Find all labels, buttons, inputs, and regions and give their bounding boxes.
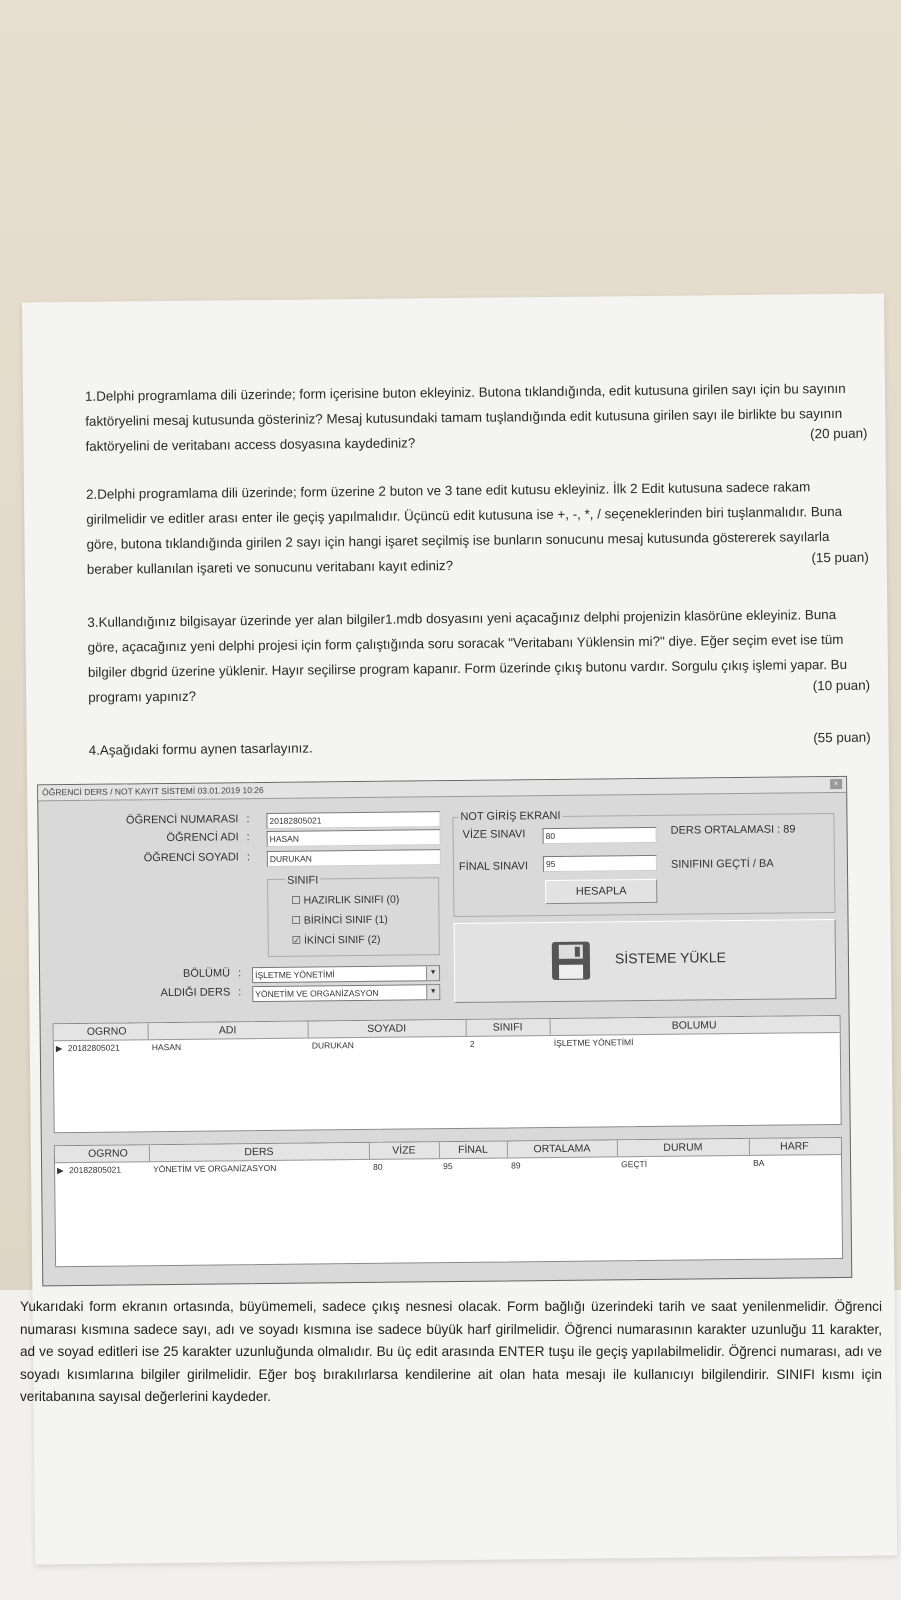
instructions-paragraph: Yukarıdaki form ekranın ortasında, büyümemeli, sadece çıkış nesnesi olacak. Form bağlığı üzerindeki tarih ve saat yenilenmelidir. Öğrenci numarası kısmına sadece sayı, adı ve soyadı kısmına ise sadece büyük harf girilmelidir. Öğrenci numarasının karakter uzunluğu 11 karakter, ad ve soyad editleri ise 25 karakter uzunluğunda olmalıdır. Bu üç edit arasında ENTER tuşu ile geçiş yapılabilmelidir. Öğrenci numarası, adı ve soyadı kısımlarına bilgiler girilmelidir. Eğer boş bırakılırlarsa kendilerine ait olan hata mesajı ile kullanıcıyı bilgilendirir. SINIFI kısmı için veritabanına sayısal değerlerini kaydeder.: [20, 1299, 882, 1404]
colon: :: [238, 986, 242, 999]
column-header[interactable]: SOYADI: [308, 1020, 467, 1038]
table-cell[interactable]: 95: [443, 1161, 453, 1172]
close-icon[interactable]: ×: [830, 779, 842, 789]
soyadi-input[interactable]: DURUKAN: [267, 849, 441, 867]
column-header[interactable]: SINIFI: [466, 1019, 551, 1036]
question-4: 4.Aşağıdaki formu aynen tasarlayınız.: [88, 740, 313, 758]
aldigi-select[interactable]: YÖNETİM VE ORGANİZASYON ▼: [252, 984, 440, 1002]
chevron-down-icon[interactable]: ▼: [426, 985, 439, 999]
delphi-form: [37, 776, 852, 1286]
column-header[interactable]: DERS: [149, 1143, 370, 1161]
label-aldigi: ALDIĞI DERS: [160, 986, 231, 1000]
vize-input[interactable]: 80: [543, 827, 657, 844]
row-indicator-icon: ▶: [55, 1043, 63, 1054]
colon: :: [246, 831, 250, 844]
label-bolumu: BÖLÜMÜ: [182, 967, 231, 980]
column-header[interactable]: HARF: [780, 1140, 809, 1153]
sisteme-yukle-label: SİSTEME YÜKLE: [614, 949, 727, 967]
table-cell[interactable]: 80: [373, 1161, 383, 1172]
label-sinifi: SINIFI: [287, 874, 319, 887]
table-cell[interactable]: BA: [753, 1157, 765, 1168]
table-cell[interactable]: HASAN: [151, 1041, 182, 1053]
column-header[interactable]: OGRNO: [67, 1145, 150, 1162]
column-header[interactable]: FİNAL: [439, 1141, 508, 1158]
checkbox-checked-icon: ☑: [291, 934, 302, 947]
checkbox-hazirlik[interactable]: ☐ HAZIRLIK SINIFI (0): [291, 893, 400, 907]
sinif-durumu: SINIFINI GEÇTİ / BA: [670, 857, 774, 871]
checkbox-icon: ☐: [291, 894, 301, 907]
table-cell[interactable]: YÖNETİM VE ORGANİZASYON: [153, 1162, 277, 1175]
column-header[interactable]: ORTALAMA: [507, 1140, 618, 1157]
question-3: 3.Kullandığınız bilgisayar üzerinde yer alan bilgiler1.mdb dosyasını yeni açacağınız delphi projenizin klasörüne ekleyiniz. Buna göre, açacağınız yeni delphi projesi için form çalıştığında soru soracak "Veritabanı Yüklensin mi?" diye. Eğer seçim evet ise tüm bilgiler dbgrid üzerine yüklenir. Hayır seçilirse program kapanır. Form üzerinde çıkış butonu vardır. Sorgulu çıkış işlemi yapar. Bu programı yapınız?: [87, 607, 848, 705]
question-4-points: (55 puan): [813, 729, 871, 746]
colon: :: [237, 967, 242, 980]
floppy-disk-icon: [551, 941, 591, 981]
label-vize: VİZE SINAVI: [462, 828, 526, 841]
question-2-points: (15 puan): [811, 549, 869, 566]
table-cell[interactable]: DURUKAN: [311, 1040, 354, 1051]
checkbox-ikinci[interactable]: ☑ İKİNCİ SINIF (2): [291, 933, 381, 947]
question-3-points: (10 puan): [812, 677, 871, 694]
question-1-points: (20 puan): [810, 425, 868, 442]
label-adi: ÖĞRENCİ ADI: [166, 831, 239, 845]
form-title: ÖĞRENCİ DERS / NOT KAYIT SİSTEMİ 03.01.2019 10:26: [42, 785, 264, 798]
final-input[interactable]: 95: [543, 855, 657, 872]
colon: :: [246, 813, 250, 826]
table-cell[interactable]: 2: [469, 1038, 475, 1049]
column-header[interactable]: VİZE: [369, 1142, 440, 1159]
form-titlebar: [38, 777, 846, 801]
ogrenci-grid[interactable]: [53, 1015, 842, 1133]
question-2: 2.Delphi programlama dili üzerinde; form üzerine 2 buton ve 3 tane edit kutusu ekleyiniz. İlk 2 Edit kutusuna sadece rakam girilmelidir ve editler arası enter ile geçiş yapılmalıdır. Üçüncü edit kutusuna ise +, -, *, / seçeneklerinden biri tuşlanmalıdır. Buna göre, butona tıklandığında girilen 2 sayı için hangi işaret seçilmiş ise bunların sonucunu mesaj kutusunda göstererek sayılarla beraber kullanılan işareti ve sonucunu veritabanı kayıt ediniz?: [85, 479, 843, 577]
label-soyadi: ÖĞRENCİ SOYADI: [143, 851, 239, 865]
table-cell[interactable]: 89: [511, 1160, 521, 1171]
bolumu-select[interactable]: İŞLETME YÖNETİMİ ▼: [252, 965, 440, 983]
table-cell[interactable]: GEÇTİ: [621, 1159, 648, 1170]
column-header[interactable]: BOLUMU: [671, 1019, 717, 1032]
adi-input[interactable]: HASAN: [267, 829, 441, 847]
grid-header: [54, 1016, 840, 1041]
hesapla-button[interactable]: HESAPLA: [545, 879, 657, 904]
colon: :: [246, 851, 250, 864]
ders-ortalamasi: DERS ORTALAMASI : 89: [670, 823, 796, 837]
label-final: FİNAL SINAVI: [458, 860, 529, 873]
ogrno-input[interactable]: 20182805021: [266, 811, 440, 829]
sisteme-yukle-button[interactable]: [454, 919, 837, 1003]
not-grid[interactable]: [54, 1137, 843, 1267]
checkbox-birinci[interactable]: ☐ BİRİNCİ SINIF (1): [291, 913, 388, 927]
column-header[interactable]: ADI: [148, 1022, 309, 1040]
label-not-giris: NOT GİRİŞ EKRANI: [460, 809, 561, 823]
row-indicator-icon: ▶: [57, 1165, 64, 1176]
checkbox-icon: ☐: [291, 914, 301, 927]
table-cell[interactable]: 20182805021: [67, 1042, 120, 1054]
question-1: 1.Delphi programlama dili üzerinde; form içerisine buton ekleyiniz. Butona tıklandığında, edit kutusuna girilen sayı için bu sayının faktöryelini mesaj kutusunda gösteriniz? Mesaj kutusundaki tamam tuşlandığında edit kutusuna girilen sayı ile birlikte bu sayının faktöryelini de veritabanı access dosyasına kaydediniz?: [84, 380, 846, 454]
label-ogrno: ÖĞRENCİ NUMARASI: [125, 813, 239, 827]
chevron-down-icon[interactable]: ▼: [426, 966, 439, 980]
column-header[interactable]: DURUM: [617, 1139, 750, 1156]
column-header[interactable]: OGRNO: [66, 1023, 149, 1040]
table-cell[interactable]: İŞLETME YÖNETİMİ: [553, 1037, 634, 1048]
table-cell[interactable]: 20182805021: [69, 1164, 122, 1176]
